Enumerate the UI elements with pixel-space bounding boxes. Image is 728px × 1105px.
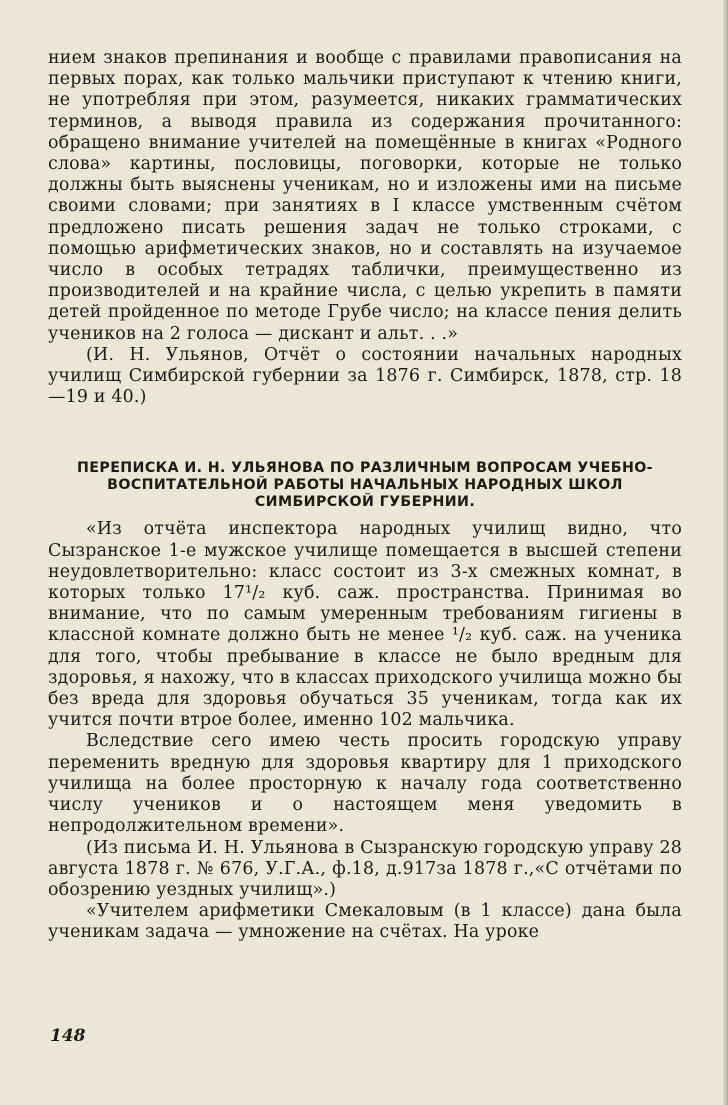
body-paragraph-continued: нием знаков препинания и вообще с правилами правописания на первых порах, как только мальчики приступают к чтению книги, не употребляя при этом, разумеется, никаких грамматических терминов, а выводя правила из содержания прочитанного: обращено внимание учителей на помещённые в книгах «Родного слова» картины, пословицы, поговорки, которые не только должны быть выяснены ученикам, но и изложены ими на письме своими словами; при занятиях в I классе умственным счётом предложено писать решения задач не только строками, с помощью арифметических знаков, но и составлять на изучаемое число в особых тетрадях таблички, преимущественно из производителей и на крайние числа, с целью укрепить в памяти детей пройденное по методе Грубе число; на классе пения делить учеников на 2 голоса — дискант и альт. . .» [48, 48, 682, 344]
body-paragraph-inspector-report: «Из отчёта инспектора народных училищ видно, что Сызранское 1-е мужское училище помещается в высшей степени неудовлетворительно: класс состоит из 3-х смежных комнат, в которых только 17¹/₂ куб. саж. пространства. Принимая во внимание, что по самым умеренным требованиям гигиены в классной комнате должно быть не менее ¹/₂ куб. саж. на ученика для того, чтобы пребывание в классе не было вредным для здоровья, я нахожу, что в классах приходского училища можно бы без вреда для здоровья обучаться 35 ученикам, тогда как их учится почти втрое более, именно 102 мальчика. [48, 519, 682, 731]
body-paragraph-arithmetic-teacher: «Учителем арифметики Смекаловым (в 1 классе) дана была ученикам задача — умножение на счётах. На уроке [48, 901, 682, 943]
citation-report-1876: (И. Н. Ульянов, Отчёт о состоянии начальных народных училищ Симбирской губернии за 1876 г. Симбирск, 1878, стр. 18—19 и 40.) [48, 344, 682, 408]
citation-letter-1878: (Из письма И. Н. Ульянова в Сызранскую городскую управу 28 августа 1878 г. № 676, У.Г.А., ф.18, д.917за 1878 г.,«С отчётами по обозрению уездных училищ».) [48, 837, 682, 900]
section-heading: ПЕРЕПИСКА И. Н. УЛЬЯНОВА ПО РАЗЛИЧНЫМ ВОПРОСАМ УЧЕБНО-ВОСПИТАТЕЛЬНОЙ РАБОТЫ НАЧАЛЬНЫХ НАРОДНЫХ ШКОЛ СИМБИРСКОЙ ГУБЕРНИИ. [77, 460, 653, 511]
page-number: 148 [50, 1026, 86, 1046]
body-paragraph-request: Вследствие сего имею честь просить городскую управу переменить вредную для здоровья квартиру для 1 приходского училища на более просторную к началу года соответственно числу учеников и о настоящем меня уведомить в непродолжительном времени». [48, 731, 682, 837]
